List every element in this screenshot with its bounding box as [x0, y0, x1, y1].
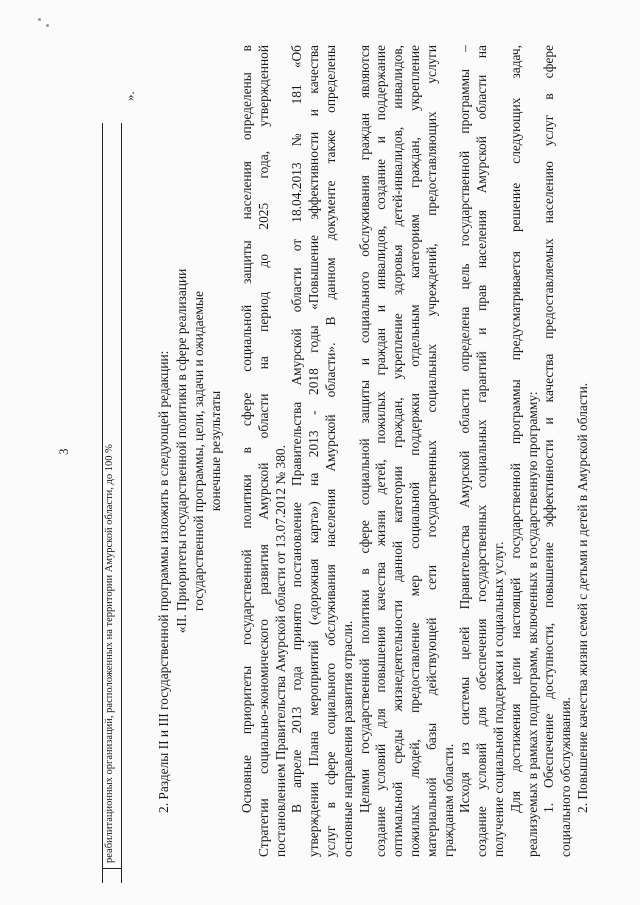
- text-line: основные направления развития отрасли.: [339, 620, 355, 857]
- paragraph: [541, 45, 575, 857]
- text-line: реализуемых в рамках подпрограмм, включенных в государственную программу:: [524, 391, 540, 857]
- text-line: 1. Обеспечение доступности, повышение эффективности и качества предоставляемых населению услуг в сфере: [541, 45, 557, 813]
- text-line: создание условий для обеспечения государственных социальных гарантий и прав населения Амурской области на: [474, 45, 490, 857]
- text-line: Основные приоритеты государственной политики в сфере социальной защиты населения определены в: [239, 45, 254, 813]
- text-line: утверждении Плана мероприятий («дорожная карта») на 2013 - 2018 годы «Повышение эффективности и качества: [306, 45, 322, 857]
- closing-quote: ».: [122, 91, 137, 101]
- text-line: Целями государственной политики в сфере социальной защиты и социального обслуживания граждан являются: [356, 45, 372, 813]
- text-line: Стратегии социально-экономического развития Амурской области на период до 2025 года, утвержденной: [255, 45, 271, 857]
- paragraph: [289, 45, 356, 857]
- text-line: получение социальной поддержки и социальных услуг.: [490, 541, 506, 857]
- heading-line: государственной программы, цели, задачи и ожидаемые: [190, 291, 206, 611]
- text-line: создание условий для повышения качества жизни детей, пожилых граждан и инвалидов, создание и поддержание: [373, 45, 389, 857]
- paragraph: [508, 45, 542, 857]
- text-line: материальной базы действующей сети государственных социальных учреждений, предоставляющих услуги: [423, 45, 439, 857]
- text-line: Исходя из системы целей Правительства Амурской области определена цель государственной программы –: [457, 45, 473, 813]
- text-line: гражданам области.: [440, 743, 456, 857]
- paragraph: [357, 45, 458, 857]
- text-line: постановлением Правительства Амурской области от 13.07.2012 № 380.: [272, 445, 288, 857]
- table-cell-empty: [103, 868, 121, 883]
- paragraph: [239, 45, 289, 857]
- section-heading: [174, 45, 224, 857]
- paragraph: [457, 45, 507, 857]
- text-line: 2. Повышение качества жизни семей с детьми и детей в Амурской области.: [574, 382, 590, 813]
- scan-speck: [38, 18, 41, 21]
- table-cell-text: реабилитационных организаций, расположенных на территории Амурской области, до 100 %: [104, 444, 115, 863]
- heading-line: «II. Приоритеты государственной политики в сфере реализации: [174, 268, 189, 634]
- table-fragment: [102, 123, 122, 883]
- text-line: социального обслуживания.: [558, 697, 574, 857]
- amendment-intro-text: 2. Разделы II и III государственной программы изложить в следующей редакции:: [156, 350, 171, 813]
- amendment-intro: [156, 45, 173, 857]
- heading-line: конечные результаты: [207, 390, 223, 512]
- page-number: 3: [56, 448, 71, 455]
- text-line: Для достижения цели настоящей государственной программы предусматривается решение следующих задач,: [507, 45, 523, 813]
- scan-speck: [46, 24, 49, 27]
- text-line: оптимальной среды жизнедеятельности данной категории граждан, укрепление здоровья детей-инвалидов, инвалидов,: [390, 45, 406, 857]
- section-body: [239, 45, 592, 857]
- text-line: услуг в сфере социального обслуживания населения Амурской области». В данном документе также определены: [322, 45, 338, 857]
- text-line: В апреле 2013 года принято постановление Правительства Амурской области от 18.04.2013 № 181 «Об: [289, 45, 305, 813]
- rotated-page-content: [14, 23, 614, 883]
- paragraph: [575, 45, 592, 857]
- text-line: пожилых людей, предоставление мер социальной поддержки отдельным категориям граждан, укрепление: [406, 45, 422, 857]
